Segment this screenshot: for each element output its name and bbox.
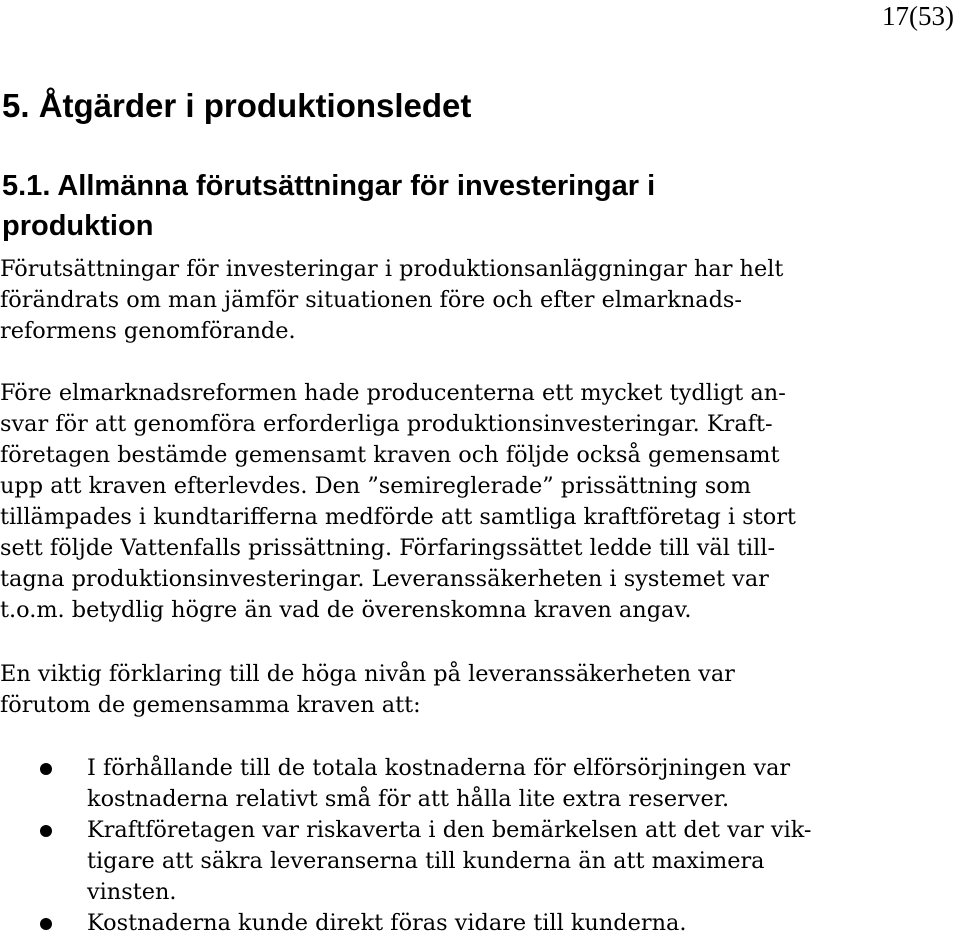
text-line: sett följde Vattenfalls prissättning. Förfaringssättet ledde till väl till- — [0, 535, 776, 561]
paragraph-1 — [0, 254, 960, 347]
text-line: vinsten. — [87, 879, 177, 905]
text-line: kostnaderna relativt små för att hålla lite extra reserver. — [87, 786, 730, 812]
text-line: förändrats om man jämför situationen före och efter elmarknads- — [0, 287, 742, 313]
text-line: t.o.m. betydlig högre än vad de överenskomna kraven angav. — [0, 597, 692, 623]
text-line: reformens genomförande. — [0, 318, 296, 344]
text-line: förutom de gemensamma kraven att: — [0, 692, 421, 718]
text-line: upp att kraven efterlevdes. Den ”semireglerade” prissättning som — [0, 473, 751, 499]
bullet-list — [0, 753, 960, 939]
text-line: Förutsättningar för investeringar i produktionsanläggningar har helt — [0, 256, 784, 282]
bullet-icon — [40, 918, 52, 930]
subsection-heading-line: produktion — [2, 210, 154, 242]
page-number: 17(53) — [882, 1, 954, 31]
text-line: Kostnaderna kunde direkt föras vidare till kunderna. — [87, 910, 687, 936]
paragraph-3 — [0, 659, 960, 721]
bullet-icon — [40, 825, 52, 837]
text-line: tigare att säkra leveranserna till kunderna än att maximera — [87, 848, 765, 874]
paragraph-2 — [0, 378, 960, 626]
section-heading: 5. Åtgärder i produktionsledet — [2, 87, 472, 124]
bullet-icon — [40, 763, 52, 775]
list-item — [0, 908, 960, 939]
text-line: företagen bestämde gemensamt kraven och följde också gemensamt — [0, 442, 780, 468]
list-item — [0, 753, 960, 815]
text-line: Före elmarknadsreformen hade producenterna ett mycket tydligt an- — [0, 380, 786, 406]
subsection-heading — [2, 166, 902, 246]
text-line: svar för att genomföra erforderliga produktionsinvesteringar. Kraft- — [0, 411, 773, 437]
text-line: tillämpades i kundtarifferna medförde att samtliga kraftföretag i stort — [0, 504, 796, 530]
subsection-heading-line: 5.1. Allmänna förutsättningar för investeringar i — [2, 170, 656, 202]
text-line: En viktig förklaring till de höga nivån på leveranssäkerheten var — [0, 661, 735, 687]
text-line: I förhållande till de totala kostnaderna för elförsörjningen var — [87, 755, 791, 781]
list-item — [0, 815, 960, 908]
text-line: Kraftföretagen var riskaverta i den bemärkelsen att det var vik- — [87, 817, 812, 843]
text-line: tagna produktionsinvesteringar. Leveranssäkerheten i systemet var — [0, 566, 769, 592]
